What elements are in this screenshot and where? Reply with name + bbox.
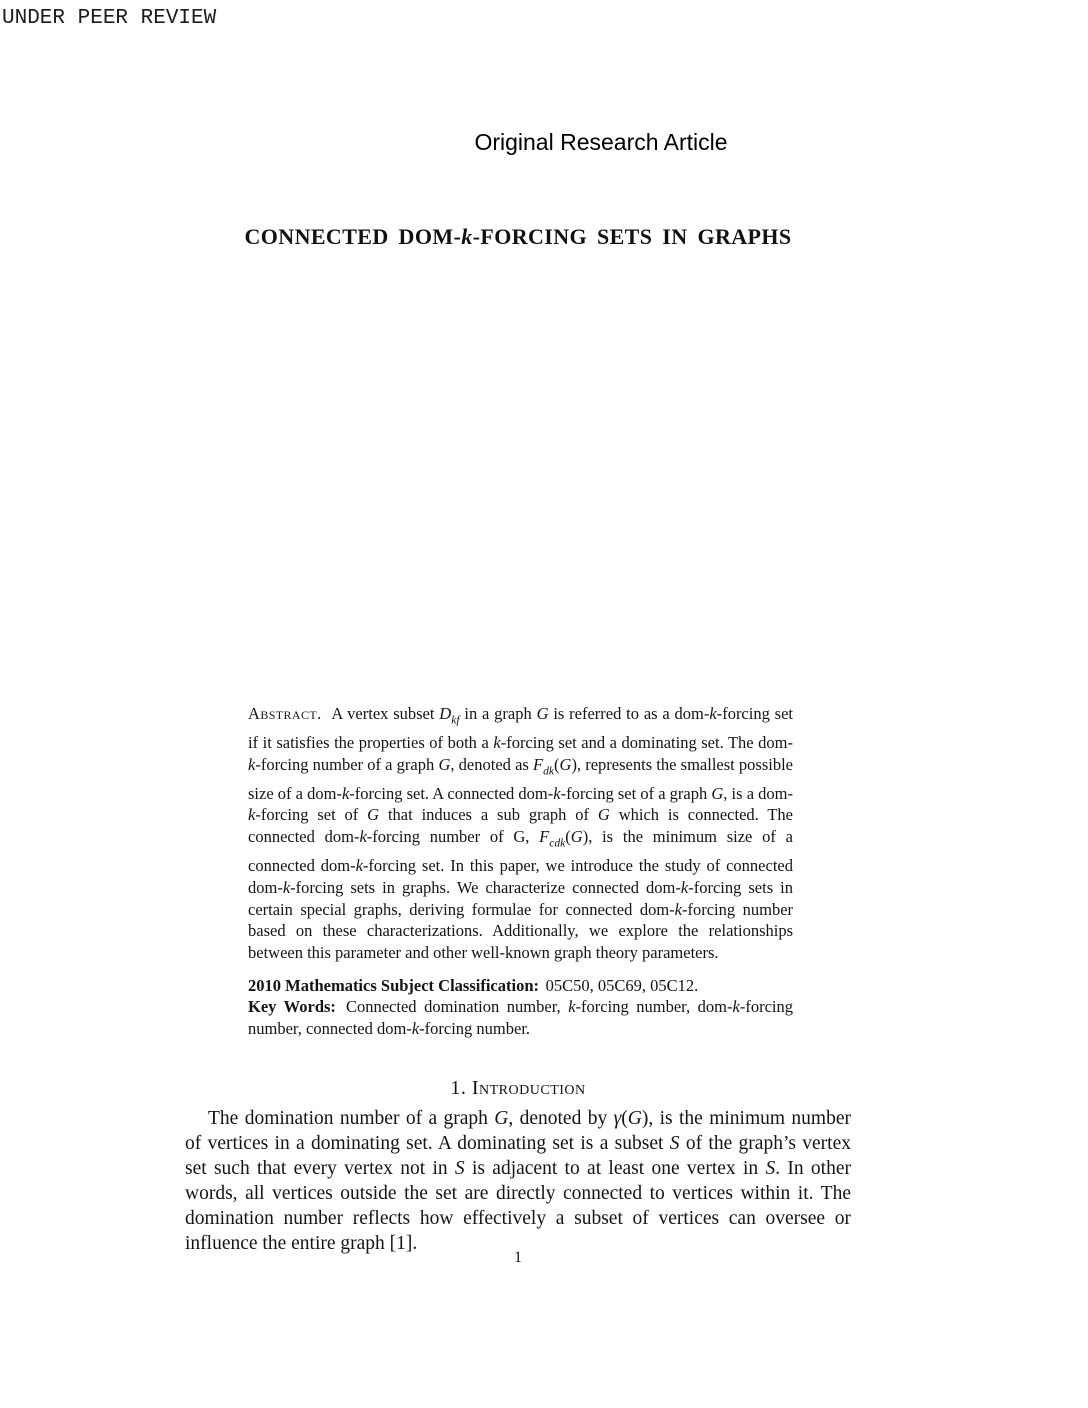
- peer-review-watermark: UNDER PEER REVIEW: [2, 7, 217, 30]
- page-number: 1: [514, 1249, 522, 1266]
- msc-value: 05C50, 05C69, 05C12.: [545, 975, 699, 995]
- abstract: [248, 703, 793, 964]
- msc-label: 2010 Mathematics Subject Classification:: [248, 975, 540, 995]
- abstract-label: Abstract.: [248, 704, 322, 723]
- abstract-text: A vertex subset $D_{kf}$ in a graph G is referred to as a dom-k-forcing set if it satisfies the properties of both a k-forcing set and a dominating set. The dom-k-forcing number of a graph G, denoted as $F_{dk}(G)$, represents the smallest possible size of a dom-k-forcing set. A connected dom-k-forcing set of a graph G, is a dom-k-forcing set of G that induces a sub graph of G which is connected. The connected dom-k-forcing number of G, $F_{cdk}(G)$, is the minimum size of a connected dom-k-forcing set. In this paper, we introduce the study of connected dom-k-forcing sets in graphs. We characterize connected dom-k-forcing sets in certain special graphs, deriving formulae for connected dom-k-forcing number based on these characterizations. Additionally, we explore the relationships between this parameter and other well-known graph theory parameters.: [248, 704, 794, 962]
- introduction-paragraph: The domination number of a graph G, denoted by γ(G), is the minimum number of vertices in a dominating set. A dominating set is a subset S of the graph’s vertex set such that every vertex not in S is adjacent to at least one vertex in S. In other words, all vertices outside the set are directly connected to vertices within it. The domination number reflects how effectively a subset of vertices can oversee or influence the entire graph [1].: [185, 1108, 851, 1254]
- article-type-label: Original Research Article: [474, 129, 728, 155]
- msc-line: [248, 975, 793, 997]
- front-matter: [248, 703, 793, 1040]
- section-heading-introduction: 1. Introduction: [450, 1077, 586, 1099]
- keywords-label: Key Words:: [248, 997, 336, 1017]
- metadata-block: [248, 975, 793, 1040]
- keywords-line: [248, 996, 793, 1039]
- keywords-value: Connected domination number, k-forcing number, dom-k-forcing number, connected dom-k-forcing number.: [248, 997, 794, 1039]
- paper-title: CONNECTED DOM-k-FORCING SETS IN GRAPHS: [244, 224, 792, 249]
